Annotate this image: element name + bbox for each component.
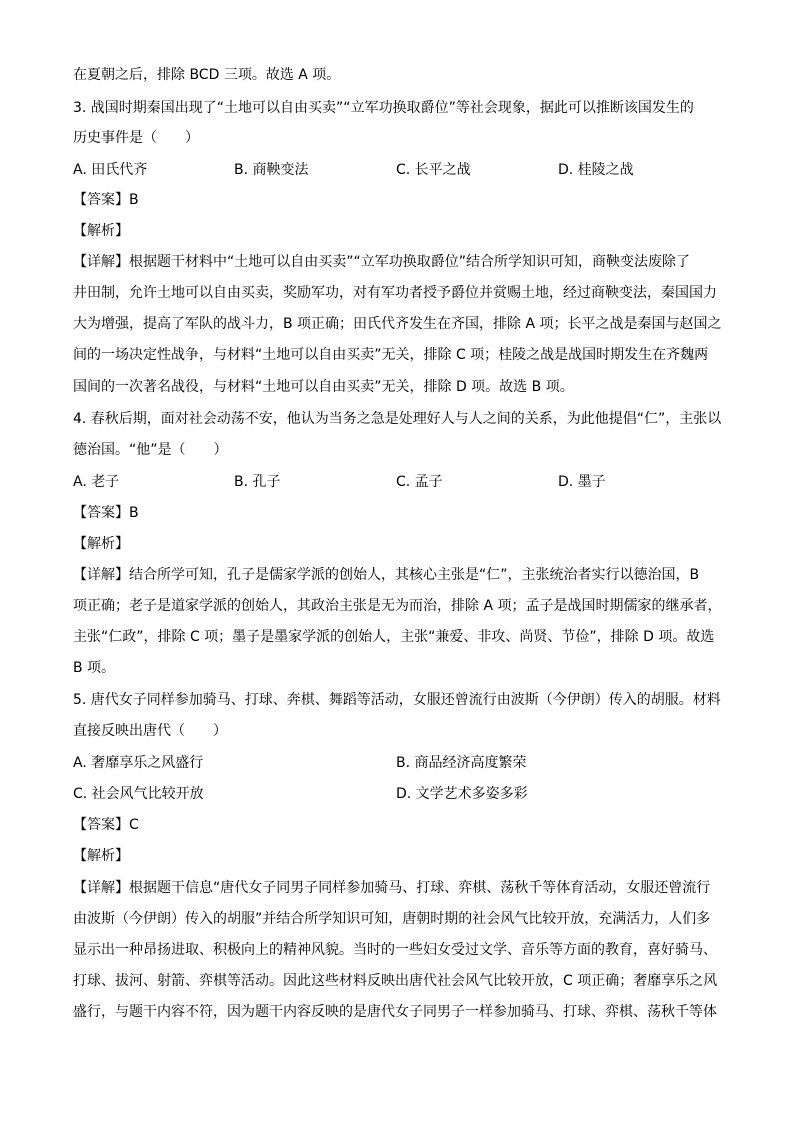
q5-analysis-heading: 【解析】 [73,848,129,864]
text-line: 在夏朝之后，排除 BCD 三项。故选 A 项。 [73,67,341,83]
q3-option-d: D. 桂陵之战 [558,162,634,178]
q3-option-b: B. 商鞅变法 [234,162,309,178]
question-3-stem-cont: 历史事件是（ ） [73,130,199,146]
q5-option-a: A. 奢靡享乐之风盛行 [73,755,204,771]
q3-detail-line: 井田制，允许土地可以自由买卖，奖励军功，对有军功者授予爵位并赏赐土地，经过商鞅变法，秦国国力 [73,285,717,301]
q4-option-d: D. 墨子 [558,474,606,490]
q4-answer: 【答案】B [73,505,139,521]
q3-detail-line: 间的一场决定性战争，与材料“土地可以自由买卖”无关，排除 C 项；桂陵之战是战国时期发生在齐魏两 [73,347,709,363]
q5-detail-line: 盛行，与题干内容不符，因为题干内容反映的是唐代女子同男子一样参加骑马、打球、弈棋、荡秋千等体 [73,1004,717,1020]
q4-option-b: B. 孔子 [234,474,281,490]
q3-detail-line: 大为增强，提高了军队的战斗力，B 项正确；田氏代齐发生在齐国，排除 A 项；长平之战是秦国与赵国之 [73,316,722,332]
q5-detail-line: 打球、拔河、射箭、弈棋等活动。因此这些材料反映出唐代社会风气比较开放，C 项正确；奢靡享乐之风 [73,973,718,989]
q5-detail-line: 由波斯（今伊朗）传入的胡服”并结合所学知识可知，唐朝时期的社会风气比较开放，充满活力，人们多 [73,911,711,927]
question-5-stem-cont: 直接反映出唐代（ ） [73,723,227,739]
q5-detail-line: 显示出一种昂扬进取、积极向上的精神风貌。当时的一些妇女受过文学、音乐等方面的教育，喜好骑马、 [73,942,717,958]
q3-option-a: A. 田氏代齐 [73,162,148,178]
q3-option-c: C. 长平之战 [396,162,471,178]
question-4-stem-cont: 德治国。“他”是（ ） [73,442,228,458]
q4-option-a: A. 老子 [73,474,120,490]
q5-option-b: B. 商品经济高度繁荣 [396,755,527,771]
q4-option-c: C. 孟子 [396,474,443,490]
q3-detail-line: 国间的一次著名战役，与材料“土地可以自由买卖”无关，排除 D 项。故选 B 项。 [73,379,574,395]
q3-analysis-heading: 【解析】 [73,223,129,239]
q3-detail-line: 【详解】根据题干材料中“土地可以自由买卖”“立军功换取爵位”结合所学知识可知，商鞅变法废除了 [73,254,691,270]
q4-detail-line: B 项。 [73,660,116,676]
q4-detail-line: 主张“仁政”，排除 C 项；墨子是墨家学派的创始人，主张“兼爱、非攻、尚贤、节俭”，排除 D 项。故选 [73,629,715,645]
q5-answer: 【答案】C [73,817,139,833]
question-3-stem: 3. 战国时期秦国出现了“土地可以自由买卖”“立军功换取爵位”等社会现象，据此可以推断该国发生的 [73,100,694,116]
q4-analysis-heading: 【解析】 [73,536,129,552]
q3-answer: 【答案】B [73,192,139,208]
q5-option-c: C. 社会风气比较开放 [73,786,204,802]
question-5-stem: 5. 唐代女子同样参加骑马、打球、奔棋、舞蹈等活动，女服还曾流行由波斯（今伊朗）传入的胡服。材料 [73,692,721,708]
q4-detail-line: 【详解】结合所学可知，孔子是儒家学派的创始人，其核心主张是“仁”，主张统治者实行以德治国，B [73,567,700,583]
q5-detail-line: 【详解】根据题干信息“唐代女子同男子同样参加骑马、打球、弈棋、荡秋千等体育活动，女服还曾流行 [73,880,711,896]
q4-detail-line: 项正确；老子是道家学派的创始人，其政治主张是无为而治，排除 A 项；孟子是战国时期儒家的继承者， [73,598,722,614]
question-4-stem: 4. 春秋后期，面对社会动荡不安，他认为当务之急是处理好人与人之间的关系，为此他提倡“仁”，主张以 [73,411,722,427]
q5-option-d: D. 文学艺术多姿多彩 [396,786,528,802]
